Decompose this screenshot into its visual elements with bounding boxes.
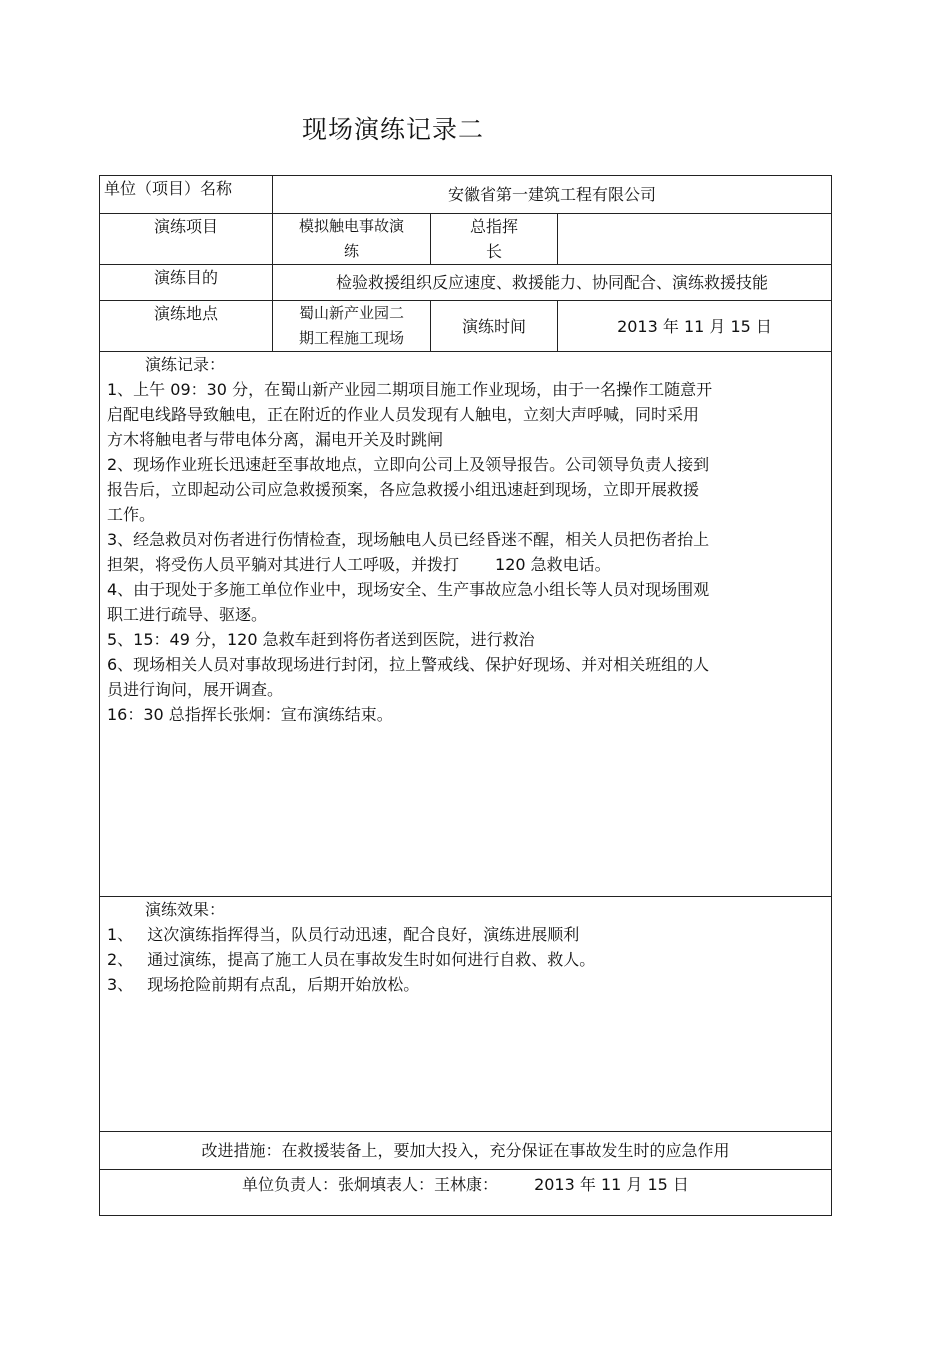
effect-heading: 演练效果：: [145, 900, 226, 919]
commander-label: [431, 214, 558, 265]
footer-signatures: 单位负责人：张炯填表人：王林康：: [242, 1175, 499, 1194]
record-line: 报告后，立即起动公司应急救援预案，各应急救援小组迅速赶到现场，立即开展救援: [107, 480, 700, 499]
effect-item-text: 现场抢险前期有点乱，后期开始放松。: [147, 975, 420, 994]
record-line: 2、现场作业班长迅速赶至事故地点，立即向公司上及领导报告。公司领导负责人接到: [107, 455, 710, 474]
record-line: [107, 552, 825, 577]
record-line-part: 担架，将受伤人员平躺对其进行人工呼吸，并拨打: [107, 555, 460, 574]
effect-item-text: 这次演练指挥得当，队员行动迅速，配合良好，演练进展顺利: [147, 925, 580, 944]
commander-label-line1: 总指挥: [469, 217, 518, 236]
purpose-row: [100, 265, 832, 301]
unit-label: 单位（项目）名称: [100, 176, 273, 214]
time-label: 演练时间: [431, 301, 558, 352]
record-line: 工作。: [107, 505, 156, 524]
page-title: 现场演练记录二: [302, 115, 485, 144]
record-line: 启配电线路导致触电，正在附近的作业人员发现有人触电，立刻大声呼喊，同时采用: [107, 405, 700, 424]
record-line: 职工进行疏导、驱逐。: [107, 605, 268, 624]
record-line: 3、经急救员对伤者进行伤情检查，现场触电人员已经昏迷不醒，相关人员把伤者抬上: [107, 530, 710, 549]
effect-item-number: 2、: [107, 950, 134, 969]
effect-item-number: 1、: [107, 925, 134, 944]
effect-row: [100, 897, 832, 1132]
record-line: 16：30 总指挥长张炯：宣布演练结束。: [107, 705, 393, 724]
record-line: 6、现场相关人员对事故现场进行封闭，拉上警戒线、保护好现场、并对相关班组的人: [107, 655, 710, 674]
purpose-value: 检验救援组织反应速度、救援能力、协同配合、演练救援技能: [273, 265, 832, 301]
commander-value: [558, 214, 832, 265]
project-row: [100, 214, 832, 265]
record-line: 1、上午 09：30 分，在蜀山新产业园二期项目施工作业现场，由于一名操作工随意开: [107, 380, 713, 399]
unit-row: [100, 176, 832, 214]
record-line: 方木将触电者与带电体分离，漏电开关及时跳闸: [107, 430, 444, 449]
unit-value: 安徽省第一建筑工程有限公司: [273, 176, 832, 214]
effect-item: [107, 947, 825, 972]
project-label: 演练项目: [100, 214, 273, 265]
project-value: [273, 214, 431, 265]
location-value: [273, 301, 431, 352]
record-heading: 演练记录：: [145, 355, 226, 374]
location-value-line1: 蜀山新产业园二: [298, 304, 404, 322]
time-value: 2013 年 11 月 15 日: [558, 301, 832, 352]
location-label: 演练地点: [100, 301, 273, 352]
effect-item-number: 3、: [107, 975, 134, 994]
project-value-line2: 练: [343, 242, 359, 260]
effect-item-text: 通过演练，提高了施工人员在事故发生时如何进行自救、救人。: [147, 950, 596, 969]
record-row: [100, 352, 832, 897]
improve-row: [100, 1132, 832, 1170]
footer-row: [100, 1170, 832, 1216]
location-value-line2: 期工程施工现场: [298, 329, 404, 347]
record-line: 5、15：49 分，120 急救车赶到将伤者送到医院，进行救治: [107, 630, 535, 649]
purpose-label: 演练目的: [100, 265, 273, 301]
record-line: 员进行询问，展开调查。: [107, 680, 284, 699]
location-row: [100, 301, 832, 352]
footer-cell: [100, 1170, 832, 1216]
effect-item: [107, 972, 825, 997]
project-value-line1: 模拟触电事故演: [298, 217, 404, 235]
effect-cell: [100, 897, 832, 1132]
record-line: 4、由于现处于多施工单位作业中，现场安全、生产事故应急小组长等人员对现场围观: [107, 580, 710, 599]
record-cell: [100, 352, 832, 897]
footer-date: 2013 年 11 月 15 日: [534, 1175, 689, 1194]
improve-cell: 改进措施：在救援装备上，要加大投入，充分保证在事故发生时的应急作用: [100, 1132, 832, 1170]
drill-record-form: [99, 175, 832, 1216]
record-line-part: 120 急救电话。: [495, 555, 611, 574]
effect-item: [107, 922, 825, 947]
commander-label-line2: 长: [485, 242, 502, 261]
